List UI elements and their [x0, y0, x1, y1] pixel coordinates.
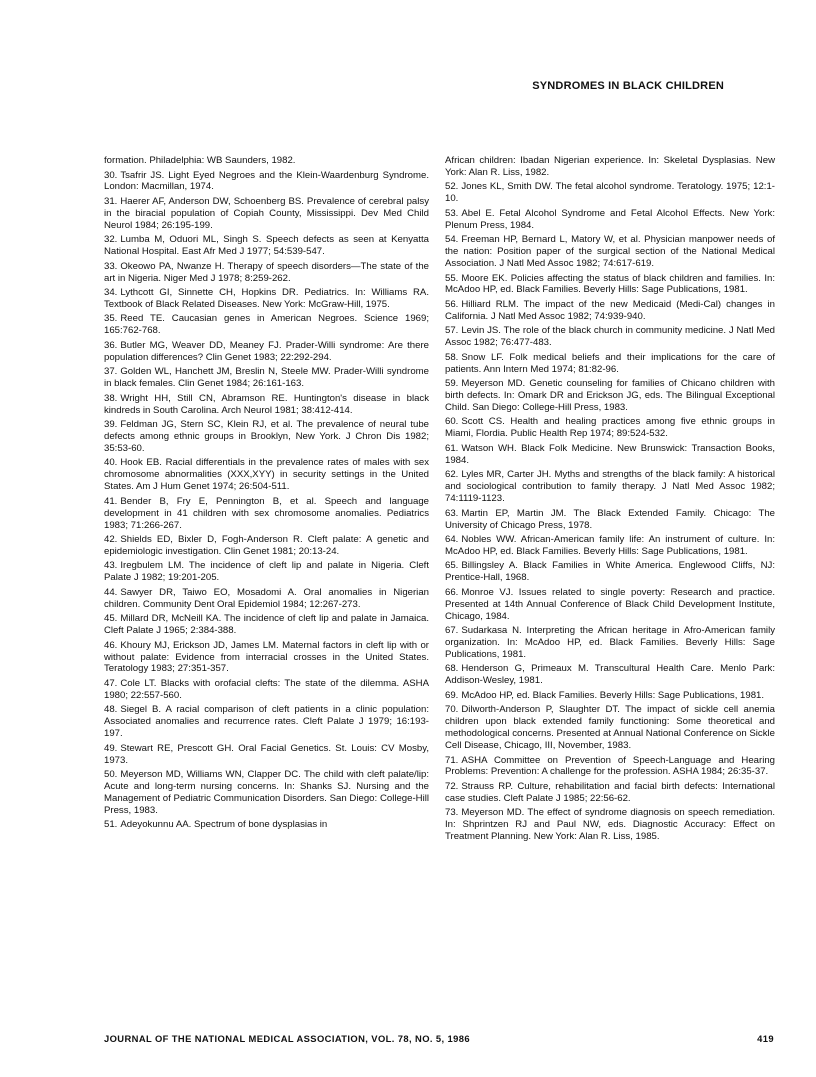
reference-list-left: [104, 170, 429, 832]
reference-text: Monroe VJ. Issues related to single poverty: Research and practice. Presented at 14th Annual Conference of Black Child Development Institute, Chicago, 1984.: [445, 586, 775, 622]
reference-text: Hilliard RLM. The impact of the new Medicaid (Medi-Cal) changes in California. J Natl Med Assoc 1982; 74:939-940.: [445, 298, 775, 322]
reference-number: 47.: [104, 677, 118, 689]
reference-item: [104, 457, 429, 493]
reference-number: 51.: [104, 819, 118, 831]
reference-text: Siegel B. A racial comparison of cleft patients in a clinic population: Associated anomalies and recurrence rates. Cleft Palate J 1979; 16:193-197.: [104, 704, 429, 740]
reference-text: Okeowo PA, Nwanze H. Therapy of speech disorders—The state of the art in Nigeria. Niger Med J 1978; 8:259-262.: [104, 260, 429, 284]
reference-number: 57.: [445, 325, 459, 337]
reference-text: Golden WL, Hanchett JM, Breslin N, Steele MW. Prader-Willi syndrome in black females. Clin Genet 1984; 26:161-163.: [104, 366, 429, 390]
page-number: 419: [757, 1033, 774, 1044]
reference-text: Levin JS. The role of the black church in community medicine. J Natl Med Assoc 1982; 76:477-483.: [445, 325, 775, 349]
reference-text: Abel E. Fetal Alcohol Syndrome and Fetal Alcohol Effects. New York: Plenum Press, 1984.: [445, 207, 775, 231]
reference-text: Dilworth-Anderson P, Slaughter DT. The impact of sickle cell anemia children upon black extended family functioning: Some theoretical and methodological concerns. Presented at Annual National Conference on Sickle Cell Disease, Chicago, III, November, 1983.: [445, 704, 775, 752]
reference-text: Watson WH. Black Folk Medicine. New Brunswick: Transaction Books, 1984.: [445, 442, 775, 466]
reference-item: [445, 325, 775, 349]
reference-number: 36.: [104, 339, 118, 351]
reference-text: Iregbulem LM. The incidence of cleft lip and palate in Nigeria. Cleft Palate J 1982; 19:201-205.: [104, 560, 429, 584]
reference-number: 33.: [104, 260, 118, 272]
reference-continuation: formation. Philadelphia: WB Saunders, 1982.: [104, 155, 296, 166]
reference-number: 62.: [445, 469, 459, 481]
reference-text: Butler MG, Weaver DD, Meaney FJ. Prader-Willi syndrome: Are there population differences? Clin Genet 1983; 22:292-294.: [104, 339, 429, 363]
reference-text: Sawyer DR, Taiwo EO, Mosadomi A. Oral anomalies in Nigerian children. Community Dent Oral Epidemiol 1984; 12:267-273.: [104, 586, 429, 610]
reference-number: 35.: [104, 313, 118, 325]
reference-text: Meyerson MD. Genetic counseling for families of Chicano children with birth defects. In: Omark DR and Erickson JG, eds. The Bilingual Exceptional Child. San Diego: College-Hill Press, 1983.: [445, 378, 775, 413]
reference-number: 73.: [445, 807, 459, 819]
reference-item: [445, 208, 775, 232]
reference-number: 46.: [104, 639, 118, 651]
reference-item: [445, 299, 775, 323]
reference-number: 34.: [104, 287, 118, 299]
reference-text: Meyerson MD, Williams WN, Clapper DC. The child with cleft palate/lip: Acute and long-term nursing concerns. In: Shanks SJ. Nursing and the Management of Pediatric Communication Disorders. San Diego: College-Hill Press, 1983.: [104, 769, 429, 816]
reference-item: [104, 366, 429, 390]
reference-text: Strauss RP. Culture, rehabilitation and facial birth defects: International case studies. Cleft Palate J 1985; 22:56-62.: [445, 780, 775, 804]
reference-item: [445, 234, 775, 270]
reference-item: [104, 743, 429, 767]
reference-text: McAdoo HP, ed. Black Families. Beverly Hills: Sage Publications, 1981.: [461, 689, 765, 701]
reference-item: [445, 534, 775, 558]
reference-item: [445, 416, 775, 440]
reference-text: Martin EP, Martin JM. The Black Extended Family. Chicago: The University of Chicago Press, 1978.: [445, 507, 775, 531]
reference-item: [104, 678, 429, 702]
reference-text: Reed TE. Caucasian genes in American Negroes. Science 1969; 165:762-768.: [104, 313, 429, 337]
reference-number: 56.: [445, 298, 459, 310]
reference-item: [104, 769, 429, 817]
reference-item: [104, 261, 429, 285]
reference-item: [445, 352, 775, 376]
reference-item: [104, 313, 429, 337]
reference-item: [445, 704, 775, 752]
reference-text: Tsafrir JS. Light Eyed Negroes and the Klein-Waardenburg Syndrome. London: Macmillan, 1974.: [104, 169, 429, 193]
reference-item: [445, 469, 775, 505]
reference-text: Shields ED, Bixler D, Fogh-Anderson R. Cleft palate: A genetic and epidemiologic investigation. Clin Genet 1981; 20:13-24.: [104, 534, 429, 557]
reference-number: 32.: [104, 234, 118, 246]
reference-item: [445, 378, 775, 414]
reference-number: 63.: [445, 507, 459, 519]
reference-text: Scott CS. Health and healing practices among five ethnic groups in Miami, Flordia. Public Health Rep 1974; 89:524-532.: [445, 416, 775, 440]
reference-item: [104, 419, 429, 455]
reference-item: [445, 690, 775, 702]
reference-number: 70.: [445, 704, 459, 716]
reference-number: 43.: [104, 560, 118, 572]
reference-text: Wright HH, Still CN, Abramson RE. Huntington's disease in black kindreds in South Carolina. Arch Neurol 1981; 38:412-414.: [104, 392, 429, 416]
reference-item: [104, 613, 429, 637]
reference-number: 59.: [445, 378, 459, 390]
reference-number: 55.: [445, 272, 459, 284]
reference-item: [104, 170, 429, 194]
reference-number: 61.: [445, 442, 459, 454]
reference-number: 49.: [104, 742, 118, 754]
reference-text: Sudarkasa N. Interpreting the African heritage in Afro-American family organization. In: McAdoo HP, ed. Black Families. Beverly Hills: Sage Publications, 1981.: [445, 625, 775, 660]
reference-item: [104, 587, 429, 611]
reference-item: [445, 663, 775, 687]
reference-item: [104, 196, 429, 232]
reference-text: Haerer AF, Anderson DW, Schoenberg BS. Prevalence of cerebral palsy in the biracial population of Copiah County, Mississippi. Dev Med Child Neurol 1984; 26:195-199.: [104, 195, 429, 231]
reference-item: [104, 819, 429, 831]
reference-text: Lythcott GI, Sinnette CH, Hopkins DR. Pediatrics. In: Williams RA. Textbook of Black Related Diseases. New York: McGraw-Hill, 1975.: [104, 287, 429, 310]
reference-number: 30.: [104, 169, 118, 181]
reference-item: [445, 508, 775, 532]
reference-number: 69.: [445, 689, 459, 701]
reference-item: [445, 755, 775, 779]
references-right-column: [445, 155, 775, 846]
reference-text: Henderson G, Primeaux M. Transcultural Health Care. Menlo Park: Addison-Wesley, 1981.: [445, 663, 775, 687]
reference-item: [445, 560, 775, 584]
reference-text: Adeyokunnu AA. Spectrum of bone dysplasias in: [120, 819, 328, 831]
reference-text: Millard DR, McNeill KA. The incidence of cleft lip and palate in Jamaica. Cleft Palate J 1965; 2:384-388.: [104, 613, 429, 637]
reference-number: 50.: [104, 769, 118, 781]
reference-text: Billingsley A. Black Families in White America. Englewood Cliffs, NJ: Prentice-Hall, 1968.: [445, 560, 775, 584]
reference-item: [445, 273, 775, 297]
reference-number: 72.: [445, 780, 459, 792]
reference-item: [104, 534, 429, 558]
reference-item: [445, 181, 775, 205]
reference-number: 38.: [104, 392, 118, 404]
reference-list-right: [445, 181, 775, 843]
reference-item: [104, 640, 429, 676]
reference-item: [445, 587, 775, 623]
reference-number: 65.: [445, 560, 459, 572]
reference-number: 44.: [104, 586, 118, 598]
reference-item: [104, 340, 429, 364]
reference-text: Jones KL, Smith DW. The fetal alcohol syndrome. Teratology. 1975; 12:1-10.: [445, 181, 775, 205]
reference-item: [104, 496, 429, 532]
reference-item: [104, 393, 429, 417]
reference-text: Freeman HP, Bernard L, Matory W, et al. Physician manpower needs of the nation: Position paper of the surgical section of the National Medical Association. J Natl Med Assoc 1982; 74:617-619.: [445, 234, 775, 270]
reference-item: [104, 704, 429, 740]
reference-text: Stewart RE, Prescott GH. Oral Facial Genetics. St. Louis: CV Mosby, 1973.: [104, 742, 429, 766]
reference-text: Meyerson MD. The effect of syndrome diagnosis on speech remediation. In: Shprintzen RJ and Paul NW, eds. Diagnostic Accuracy: Effect on Treatment Planning. New York: Alan R. Liss, 1985.: [445, 807, 775, 843]
references-left-column: [104, 155, 429, 834]
reference-number: 53.: [445, 207, 459, 219]
reference-number: 52.: [445, 181, 459, 193]
reference-text: Snow LF. Folk medical beliefs and their implications for the care of patients. Ann Intern Med 1974; 81:82-96.: [445, 351, 775, 375]
reference-number: 48.: [104, 704, 118, 716]
reference-text: Feldman JG, Stern SC, Klein RJ, et al. The prevalence of neural tube defects among ethnic groups in Brooklyn, New York. J Chron Dis 1982; 35:53-60.: [104, 419, 429, 454]
reference-number: 58.: [445, 351, 459, 363]
reference-item: [445, 781, 775, 805]
reference-text: Moore EK. Policies affecting the status of black children and families. In: McAdoo HP, ed. Black Families. Beverly Hills: Sage Publications, 1981.: [445, 272, 775, 296]
reference-text: ASHA Committee on Prevention of Speech-Language and Hearing Problems: Prevention: A challenge for the profession. ASHA 1984; 26:35-37.: [445, 754, 775, 778]
reference-text: Bender B, Fry E, Pennington B, et al. Speech and language development in 41 children with sex chromosome anomalies. Pediatrics 1983; 71:266-267.: [104, 495, 429, 531]
reference-number: 54.: [445, 234, 459, 246]
journal-citation: JOURNAL OF THE NATIONAL MEDICAL ASSOCIATION, VOL. 78, NO. 5, 1986: [104, 1033, 470, 1044]
reference-number: 39.: [104, 419, 118, 431]
reference-text: Lumba M, Oduori ML, Singh S. Speech defects as seen at Kenyatta National Hospital. East Afr Med J 1977; 54:539-547.: [104, 234, 429, 258]
reference-number: 66.: [445, 586, 459, 598]
reference-continuation: African children: Ibadan Nigerian experience. In: Skeletal Dysplasias. New York: Alan R. Liss, 1982.: [445, 155, 775, 178]
reference-number: 40.: [104, 457, 118, 469]
reference-text: Lyles MR, Carter JH. Myths and strengths of the black family: A historical and sociological contribution to family therapy. J Natl Med Assoc 1982; 74:1119-1123.: [445, 469, 775, 505]
reference-item: [104, 560, 429, 584]
reference-text: Hook EB. Racial differentials in the prevalence rates of males with sex chromosome abnormalities (XXX,XYY) in security settings in the United States. Am J Hum Genet 1974; 26:504-511.: [104, 457, 429, 493]
reference-number: 37.: [104, 366, 118, 378]
reference-number: 64.: [445, 534, 459, 545]
reference-number: 31.: [104, 195, 118, 207]
reference-number: 42.: [104, 534, 118, 545]
reference-number: 71.: [445, 754, 459, 766]
reference-number: 67.: [445, 625, 459, 637]
reference-item: [445, 443, 775, 467]
reference-number: 68.: [445, 663, 459, 675]
reference-item: [104, 234, 429, 258]
reference-number: 45.: [104, 613, 118, 625]
reference-text: Khoury MJ, Erickson JD, James LM. Maternal factors in cleft lip with or without palate: Evidence from interracial crosses in the United States. Teratology 1983; 27:351-357.: [104, 639, 429, 675]
reference-item: [445, 807, 775, 843]
reference-text: Nobles WW. African-American family life: An instrument of culture. In: McAdoo HP, ed. Black Families. Beverly Hills: Sage Publications, 1981.: [445, 534, 775, 557]
reference-number: 60.: [445, 416, 459, 428]
reference-item: [445, 625, 775, 661]
reference-item: [104, 287, 429, 311]
page-footer: [104, 1033, 774, 1044]
reference-text: Cole LT. Blacks with orofacial clefts: The state of the dilemma. ASHA 1980; 22:557-560.: [104, 677, 429, 701]
reference-number: 41.: [104, 495, 118, 507]
running-head: SYNDROMES IN BLACK CHILDREN: [532, 80, 724, 92]
